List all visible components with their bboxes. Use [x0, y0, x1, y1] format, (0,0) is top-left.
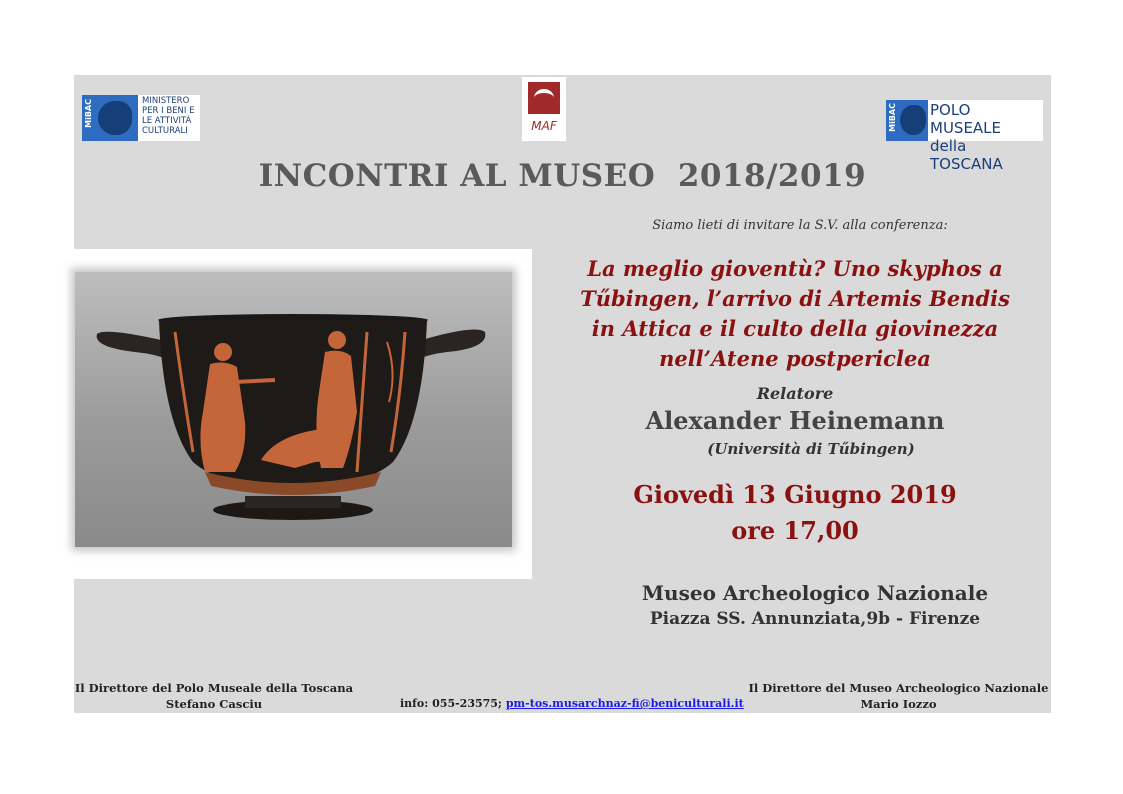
speaker-label: Relatore — [756, 384, 834, 403]
mibac-line: PER I BENI E — [142, 106, 195, 116]
mibac-logo-text — [142, 96, 200, 136]
figure-left-arm — [235, 380, 275, 382]
figure-left-head — [214, 343, 232, 361]
footer-left-name: Stefano Casciu — [165, 697, 263, 711]
polo-line: della TOSCANA — [930, 137, 1003, 173]
skyphos-photo — [75, 272, 512, 547]
polo-badge-text: MiBAC — [888, 103, 897, 132]
venue-address: Piazza SS. Annunziata,9b - Firenze — [649, 609, 981, 629]
info-phone: info: 055-23575; — [400, 697, 502, 710]
invitation-text: Siamo lieti di invitare la S.V. alla conferenza: — [652, 218, 948, 233]
mibac-line: MINISTERO — [142, 96, 190, 106]
polo-line: POLO MUSEALE — [930, 101, 1002, 137]
vase-stem — [245, 496, 341, 508]
mibac-logo — [82, 95, 200, 141]
mibac-badge-text: MiBAC — [84, 99, 93, 128]
event-time: ore 17,00 — [731, 516, 859, 545]
lecture-title-line: nell’Atene postpericlea — [659, 346, 931, 371]
mibac-line: CULTURALI — [142, 126, 188, 136]
polo-badge — [886, 100, 928, 141]
maf-logo — [522, 77, 566, 141]
lecture-title-line: in Attica e il culto della giovinezza — [591, 316, 999, 341]
event-date: Giovedì 13 Giugno 2019 — [633, 480, 957, 509]
mibac-head-icon — [98, 101, 132, 135]
lecture-title-line: Tűbingen, l’arrivo di Artemis Bendis — [580, 286, 1010, 311]
footer-right-role: Il Direttore del Museo Archeologico Nazionale — [748, 681, 1049, 695]
footer-right — [746, 680, 1051, 712]
maf-label: MAF — [531, 119, 557, 133]
speaker-affiliation: (Università di Tűbingen) — [707, 440, 915, 458]
footer-left — [74, 680, 354, 712]
venue-name: Museo Archeologico Nazionale — [641, 581, 989, 605]
info-email-link[interactable]: pm-tos.musarchnaz-fi@beniculturali.it — [505, 697, 744, 710]
footer-right-name: Mario Iozzo — [860, 697, 937, 711]
page-title: INCONTRI AL MUSEO 2018/2019 — [258, 158, 867, 194]
footer-left-role: Il Direttore del Polo Museale della Toscana — [74, 681, 354, 695]
polo-head-icon — [900, 105, 926, 135]
lecture-title — [540, 254, 1050, 374]
vase-left-handle — [97, 332, 170, 360]
skyphos-vase-image — [75, 272, 512, 547]
mibac-badge — [82, 95, 138, 141]
polo-museale-logo — [886, 100, 1043, 173]
speaker-name: Alexander Heinemann — [645, 406, 945, 435]
maf-bird-icon — [534, 89, 554, 107]
lecture-title-line: La meglio gioventù? Uno skyphos a — [587, 256, 1003, 281]
mibac-line: LE ATTIVITÀ — [142, 116, 192, 126]
figure-right-head — [328, 331, 346, 349]
footer-info — [400, 697, 744, 710]
